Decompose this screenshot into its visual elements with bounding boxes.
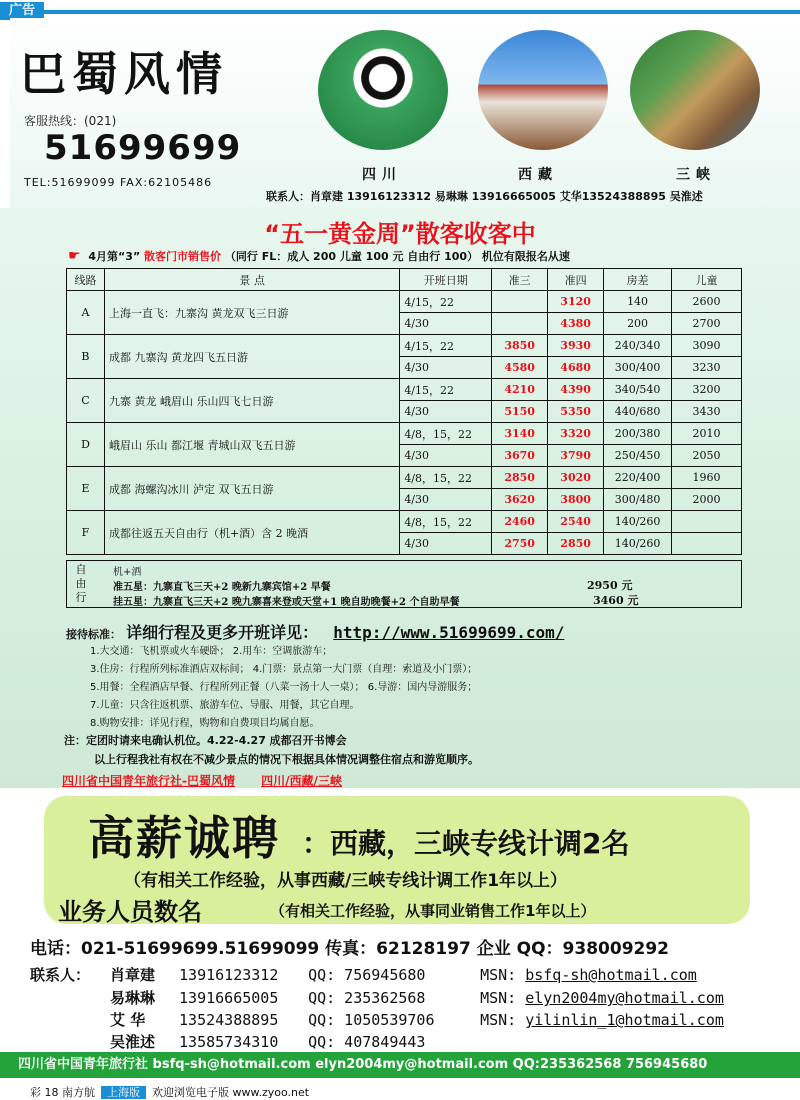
free-line-2: 准五星：九寨直飞三天+2 晚新九寨宾馆+2 早餐 xyxy=(113,582,331,593)
price-3star: 4210 xyxy=(492,379,548,401)
contact-msn[interactable]: yilinlin_1@hotmail.com xyxy=(525,1011,724,1029)
price-3star: 3670 xyxy=(492,445,548,467)
route-code: C xyxy=(67,379,105,423)
price-4star: 3120 xyxy=(548,291,604,313)
page-number: 彩 18 南方航 xyxy=(30,1086,95,1099)
footer-bar: 四川省中国青年旅行社 bsfq-sh@hotmail.com elyn2004my@hotmail.com QQ:235362568 756945680 xyxy=(0,1052,800,1078)
child-price: 3230 xyxy=(672,357,742,379)
subline-red: 散客门市销售价 xyxy=(144,250,222,263)
table-row xyxy=(67,291,742,313)
booking-note xyxy=(64,732,347,748)
contact-name: 艾 华 xyxy=(110,1011,146,1029)
contact-phone: 13916123312 xyxy=(179,966,279,984)
standard-line xyxy=(66,620,564,643)
price-3star: 3850 xyxy=(492,335,548,357)
header-contacts: 联系人：肖章建 13916123312 易琳琳 13916665005 艾华13524388895 吴淮述 xyxy=(266,190,703,203)
price-3star xyxy=(492,291,548,313)
contact-label: 联系人： xyxy=(30,966,91,984)
route-name: 成都 海螺沟冰川 泸定 双飞五日游 xyxy=(104,467,399,511)
contact-name: 肖章建 xyxy=(110,966,156,984)
departure-date: 4/15，22 xyxy=(400,379,492,401)
phone-line: 电话：021-51699699.51699099 传真：62128197 企业 QQ：938009292 xyxy=(30,939,670,959)
brand-logo: 巴蜀风情 xyxy=(20,47,228,101)
contact-phone: 13524388895 xyxy=(179,1011,279,1029)
website-link[interactable]: http://www.51699699.com/ xyxy=(333,623,565,642)
price-3star: 3140 xyxy=(492,423,548,445)
hotline-label: 客服热线：(021) xyxy=(24,114,117,128)
child-price: 3430 xyxy=(672,401,742,423)
free-price-2: 2950 元 xyxy=(587,579,633,592)
contact-qq: QQ: 756945680 xyxy=(308,966,426,984)
note-item: 7.儿童：只含往返机票、旅游车位、导服、用餐，其它自理。 xyxy=(90,700,360,711)
contact-qq: QQ: 235362568 xyxy=(308,989,426,1007)
departure-date: 4/30 xyxy=(400,401,492,423)
pointing-hand-icon: ☛ xyxy=(68,248,81,264)
free-line-3: 挂五星：九寨直飞三天+2 晚九寨喜来登或天堂+1 晚自助晚餐+2 个自助早餐 xyxy=(113,597,460,608)
promo-subline xyxy=(68,248,570,264)
edition-tag: 上海版 xyxy=(101,1086,146,1099)
child-price: 2700 xyxy=(672,313,742,335)
price-3star xyxy=(492,313,548,335)
child-price xyxy=(672,511,742,533)
child-price: 2000 xyxy=(672,489,742,511)
child-price xyxy=(672,533,742,555)
price-4star: 2540 xyxy=(548,511,604,533)
contact-row xyxy=(30,964,697,985)
ad-tag: 广告 xyxy=(0,2,44,20)
room-diff: 220/400 xyxy=(604,467,672,489)
note-main: 定团时请来电确认机位。4.22-4.27 成都召开书博会 xyxy=(86,734,347,747)
room-diff: 140/260 xyxy=(604,511,672,533)
header-cell: 景 点 xyxy=(104,269,399,291)
note-item: 5.用餐：全程酒店早餐、行程所列正餐（八菜一汤十人一桌）； 6.导游：国内导游服务； xyxy=(90,682,478,693)
contact-msn[interactable]: bsfq-sh@hotmail.com xyxy=(525,966,697,984)
header-cell: 线路 xyxy=(67,269,105,291)
msn-label: MSN: xyxy=(480,1011,517,1029)
departure-date: 4/30 xyxy=(400,313,492,335)
child-price: 2050 xyxy=(672,445,742,467)
org-name: 四川省中国青年旅行社-巴蜀风情 xyxy=(62,774,235,788)
price-4star: 4390 xyxy=(548,379,604,401)
photo-label-gorges: 三峡 xyxy=(676,167,716,183)
route-name: 成都 九寨沟 黄龙四飞五日游 xyxy=(104,335,399,379)
contact-qq: QQ: 1050539706 xyxy=(308,1011,435,1029)
route-code: D xyxy=(67,423,105,467)
msn-label: MSN: xyxy=(480,966,517,984)
room-diff: 200 xyxy=(604,313,672,335)
price-table xyxy=(66,268,742,555)
header-cell: 儿童 xyxy=(672,269,742,291)
contact-msn[interactable]: elyn2004my@hotmail.com xyxy=(525,989,724,1007)
child-price: 2600 xyxy=(672,291,742,313)
free-price-3: 3460 元 xyxy=(593,594,639,607)
price-4star: 3020 xyxy=(548,467,604,489)
table-row xyxy=(67,511,742,533)
org-routes: 四川/西藏/三峡 xyxy=(261,774,342,788)
room-diff: 250/450 xyxy=(604,445,672,467)
table-header-row xyxy=(67,269,742,291)
departure-date: 4/30 xyxy=(400,489,492,511)
note-item: 3.住房：行程所列标准酒店双标间； 4.门票：景点第一大门票（自理：索道及小门票）； xyxy=(90,664,478,675)
sichuan-panda-photo xyxy=(318,30,448,150)
contact-phone: 13916665005 xyxy=(179,989,279,1007)
contact-phone: 13585734310 xyxy=(179,1033,279,1051)
price-4star: 3320 xyxy=(548,423,604,445)
table-row xyxy=(67,335,742,357)
price-4star: 3790 xyxy=(548,445,604,467)
price-4star: 2850 xyxy=(548,533,604,555)
departure-date: 4/15，22 xyxy=(400,291,492,313)
price-3star: 2750 xyxy=(492,533,548,555)
site-text: 欢迎浏览电子版 www.zyoo.net xyxy=(152,1086,310,1099)
free-line-1: 机+酒 xyxy=(113,567,142,578)
price-4star: 5350 xyxy=(548,401,604,423)
route-name: 峨眉山 乐山 都江堰 青城山双飞五日游 xyxy=(104,423,399,467)
child-price: 2010 xyxy=(672,423,742,445)
departure-date: 4/8，15，22 xyxy=(400,467,492,489)
route-name: 九寨 黄龙 峨眉山 乐山四飞七日游 xyxy=(104,379,399,423)
contact-name: 易琳琳 xyxy=(110,989,156,1007)
three-gorges-photo xyxy=(630,30,760,150)
recruit-sub: 业务人员数名 xyxy=(58,898,202,926)
contact-name: 吴淮述 xyxy=(110,1033,156,1051)
departure-date: 4/30 xyxy=(400,533,492,555)
recruit-banner xyxy=(44,796,750,924)
room-diff: 300/400 xyxy=(604,357,672,379)
free-travel-label: 自由行 xyxy=(75,563,87,604)
standard-label: 接待标准： xyxy=(66,628,121,641)
room-diff: 300/480 xyxy=(604,489,672,511)
hotline-number: 51699699 xyxy=(44,128,242,168)
route-name: 成都往返五天自由行（机+酒）含 2 晚酒 xyxy=(104,511,399,555)
recruit-note-1: （有相关工作经验，从事西藏/三峡专线计调工作1年以上） xyxy=(124,871,568,891)
tibet-potala-photo xyxy=(478,30,608,150)
child-price: 3090 xyxy=(672,335,742,357)
departure-date: 4/8，15，22 xyxy=(400,423,492,445)
price-3star: 2460 xyxy=(492,511,548,533)
top-rule xyxy=(44,10,800,14)
note-item: 1.大交通：飞机票或火车硬卧； 2.用车：空调旅游车； xyxy=(90,646,333,657)
table-row xyxy=(67,423,742,445)
msn-label: MSN: xyxy=(480,989,517,1007)
room-diff: 140/260 xyxy=(604,533,672,555)
price-4star: 3800 xyxy=(548,489,604,511)
price-3star: 5150 xyxy=(492,401,548,423)
contact-row xyxy=(30,1031,480,1052)
table-row xyxy=(67,379,742,401)
price-3star: 3620 xyxy=(492,489,548,511)
contact-row xyxy=(30,1009,724,1030)
recruit-big: 高薪诚聘 xyxy=(88,811,280,865)
price-4star: 4380 xyxy=(548,313,604,335)
route-code: A xyxy=(67,291,105,335)
room-diff: 140 xyxy=(604,291,672,313)
note-label: 注： xyxy=(64,734,86,747)
price-4star: 3930 xyxy=(548,335,604,357)
recruit-note-2: （有相关工作经验，从事同业销售工作1年以上） xyxy=(270,902,596,920)
subline-rest: （同行 FL：成人 200 儿童 100 元 自由行 100） 机位有限报名从速 xyxy=(224,250,570,263)
contact-row xyxy=(30,987,724,1008)
room-diff: 240/340 xyxy=(604,335,672,357)
org-line xyxy=(62,772,364,789)
departure-date: 4/30 xyxy=(400,357,492,379)
route-code: E xyxy=(67,467,105,511)
departure-date: 4/15，22 xyxy=(400,335,492,357)
note-item: 8.购物安排：详见行程，购物和自费项目均属自愿。 xyxy=(90,718,320,729)
price-4star: 4680 xyxy=(548,357,604,379)
standard-heading: 详细行程及更多开班详见： xyxy=(126,623,319,642)
room-diff: 200/380 xyxy=(604,423,672,445)
contact-qq: QQ: 407849443 xyxy=(308,1033,426,1051)
route-code: F xyxy=(67,511,105,555)
price-3star: 2850 xyxy=(492,467,548,489)
adjust-note: 以上行程我社有权在不减少景点的情况下根据具体情况调整住宿点和游览顺序。 xyxy=(94,753,479,766)
photo-label-sichuan: 四川 xyxy=(362,167,402,183)
price-3star: 4580 xyxy=(492,357,548,379)
promo-headline: “五一黄金周”散客收客中 xyxy=(264,220,536,248)
child-price: 3200 xyxy=(672,379,742,401)
tel-fax: TEL:51699099 FAX:62105486 xyxy=(24,176,213,189)
header-cell: 准三 xyxy=(492,269,548,291)
free-travel-box xyxy=(66,560,742,608)
departure-date: 4/30 xyxy=(400,445,492,467)
route-name: 上海一直飞：九寨沟 黄龙双飞三日游 xyxy=(104,291,399,335)
subline-prefix: 4月第“3” xyxy=(88,250,141,263)
child-price: 1960 xyxy=(672,467,742,489)
header-cell: 开班日期 xyxy=(400,269,492,291)
room-diff: 340/540 xyxy=(604,379,672,401)
page-info xyxy=(30,1084,309,1100)
header-cell: 准四 xyxy=(548,269,604,291)
table-row xyxy=(67,467,742,489)
departure-date: 4/8，15，22 xyxy=(400,511,492,533)
photo-label-tibet: 西藏 xyxy=(518,167,558,183)
room-diff: 440/680 xyxy=(604,401,672,423)
header-cell: 房差 xyxy=(604,269,672,291)
route-code: B xyxy=(67,335,105,379)
recruit-title: ：西藏，三峡专线计调2名 xyxy=(302,827,630,860)
